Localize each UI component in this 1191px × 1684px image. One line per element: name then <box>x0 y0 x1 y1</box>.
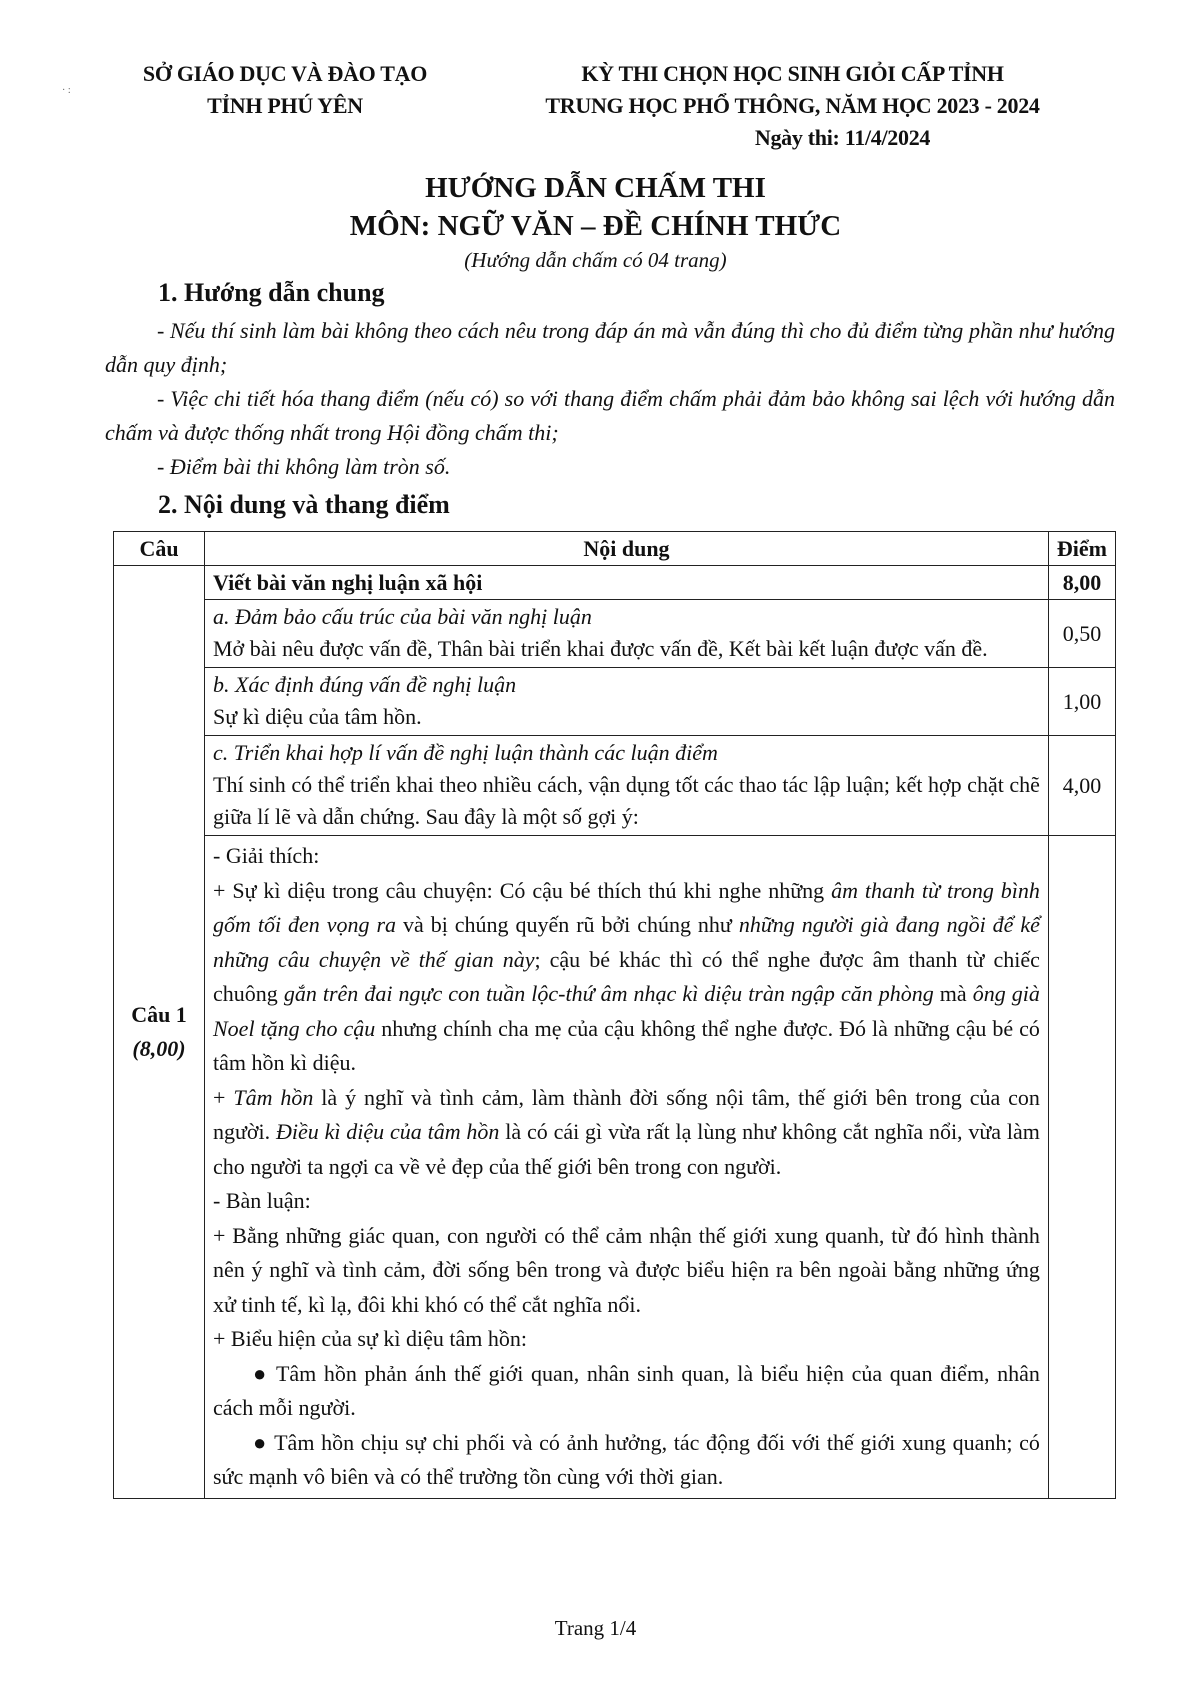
suggested-content-score <box>1048 836 1115 1499</box>
criterion-text: Thí sinh có thể triển khai theo nhiều cách, vận dụng tốt các thao tác lập luận; kết hợp chặt chẽ giữa lí lẽ và dẫn chứng. Sau đây là một số gợi ý: <box>213 772 1040 829</box>
criterion-b <box>205 668 1049 736</box>
task-title: Viết bài văn nghị luận xã hội <box>205 566 1049 600</box>
exam-info-block <box>490 58 1095 154</box>
bullet-dot-icon: ● <box>253 1360 276 1386</box>
section-heading-general: 1. Hướng dẫn chung <box>158 278 385 307</box>
table-row <box>114 736 1116 836</box>
table-row <box>114 600 1116 668</box>
criterion-title: a. Đảm bảo cấu trúc của bài văn nghị luận <box>213 604 592 629</box>
bullet-item: ● Tâm hồn phản ánh thế giới quan, nhân sinh quan, là biểu hiện của quan điểm, nhân cách mỗi người. <box>213 1360 1040 1420</box>
exam-date: Ngày thi: 11/4/2024 <box>754 125 931 150</box>
criterion-text: Sự kì diệu của tâm hồn. <box>213 704 422 729</box>
suggested-content <box>205 836 1049 1499</box>
header-diem: Điểm <box>1048 532 1115 566</box>
exam-name: KỲ THI CHỌN HỌC SINH GIỎI CẤP TỈNH <box>581 61 1004 86</box>
discuss-point-2: + Biểu hiện của sự kì diệu tâm hồn: <box>213 1326 527 1351</box>
criterion-score: 1,00 <box>1048 668 1115 736</box>
criterion-text: Mở bài nêu được vấn đề, Thân bài triển khai được vấn đề, Kết bài kết luận được vấn đề. <box>213 636 988 661</box>
guideline-item: - Điểm bài thi không làm tròn số. <box>157 454 451 479</box>
scan-marks: · : <box>62 85 71 96</box>
table-row <box>114 668 1116 736</box>
discuss-label: - Bàn luận: <box>213 1188 311 1213</box>
criterion-score: 0,50 <box>1048 600 1115 668</box>
criterion-title: b. Xác định đúng vấn đề nghị luận <box>213 672 517 697</box>
explain-point-1: + Sự kì diệu trong câu chuyện: Có cậu bé thích thú khi nghe những âm thanh từ trong bình gốm tối đen vọng ra và bị chúng quyến rũ bởi chúng như những người già đang ngồi để kể những câu chuyện về thế gian này; cậu bé khác thì có thể nghe được âm thanh từ chiếc chuông gắn trên đai ngực con tuần lộc-thứ âm nhạc kì diệu tràn ngập căn phòng mà ông già Noel tặng cho cậu nhưng chính cha mẹ của cậu không thể nghe được. Đó là những cậu bé có tâm hồn kì diệu. <box>213 877 1040 1075</box>
table-header-row <box>114 532 1116 566</box>
guideline-item: - Nếu thí sinh làm bài không theo cách nêu trong đáp án mà vẫn đúng thì cho đủ điểm từng phần như hướng dẫn quy định; <box>105 318 1115 377</box>
header-cau: Câu <box>114 532 205 566</box>
table-row <box>114 836 1116 1499</box>
question-cell <box>114 566 205 1499</box>
bullet-dot-icon: ● <box>253 1429 275 1455</box>
criterion-title: c. Triển khai hợp lí vấn đề nghị luận thành các luận điểm <box>213 740 718 765</box>
page-number: Trang 1/4 <box>554 1616 637 1640</box>
table-row <box>114 566 1116 600</box>
doc-page-count-note: (Hướng dẫn chấm có 04 trang) <box>464 248 727 272</box>
discuss-point-1: + Bằng những giác quan, con người có thể cảm nhận thế giới xung quanh, từ đó hình thành nên ý nghĩ và tình cảm, đời sống bên trong và được biểu hiện ra bên ngoài bằng những ứng xử tinh tế, kì lạ, đôi khi khó có thể cắt nghĩa nổi. <box>213 1222 1040 1317</box>
issuer-province: TỈNH PHÚ YÊN <box>207 93 363 118</box>
scoring-table <box>113 531 1116 1499</box>
explain-point-2: + Tâm hồn là ý nghĩ và tình cảm, làm thành đời sống nội tâm, thế giới bên trong của con người. Điều kì diệu của tâm hồn là có cái gì vừa rất lạ lùng như không cắt nghĩa nổi, vừa làm cho người ta ngợi ca về vẻ đẹp của thế giới bên trong con người. <box>213 1084 1040 1179</box>
question-points: (8,00) <box>132 1035 186 1061</box>
issuer-block <box>100 58 470 122</box>
question-label: Câu 1 <box>131 1001 187 1027</box>
guideline-item: - Việc chi tiết hóa thang điểm (nếu có) so với thang điểm chấm phải đảm bảo không sai lệch với hướng dẫn chấm và được thống nhất trong Hội đồng chấm thi; <box>105 386 1115 445</box>
general-guidelines <box>105 314 1115 484</box>
criterion-a <box>205 600 1049 668</box>
exam-level-year: TRUNG HỌC PHỔ THÔNG, NĂM HỌC 2023 - 2024 <box>545 93 1040 118</box>
task-score: 8,00 <box>1048 566 1115 600</box>
header-noidung: Nội dung <box>205 532 1049 566</box>
section-heading-content: 2. Nội dung và thang điểm <box>158 490 450 519</box>
explain-label: - Giải thích: <box>213 843 320 868</box>
criterion-c <box>205 736 1049 836</box>
bullet-item: ● Tâm hồn chịu sự chi phối và có ảnh hưởng, tác động đối với thế giới xung quanh; có sức mạnh vô biên và có thể trường tồn cùng với thời gian. <box>213 1429 1040 1489</box>
issuer-dept: SỞ GIÁO DỤC VÀ ĐÀO TẠO <box>142 61 428 86</box>
criterion-score: 4,00 <box>1048 736 1115 836</box>
doc-title: HƯỚNG DẪN CHẤM THI <box>425 172 766 204</box>
doc-subject: MÔN: NGỮ VĂN – ĐỀ CHÍNH THỨC <box>349 210 842 242</box>
